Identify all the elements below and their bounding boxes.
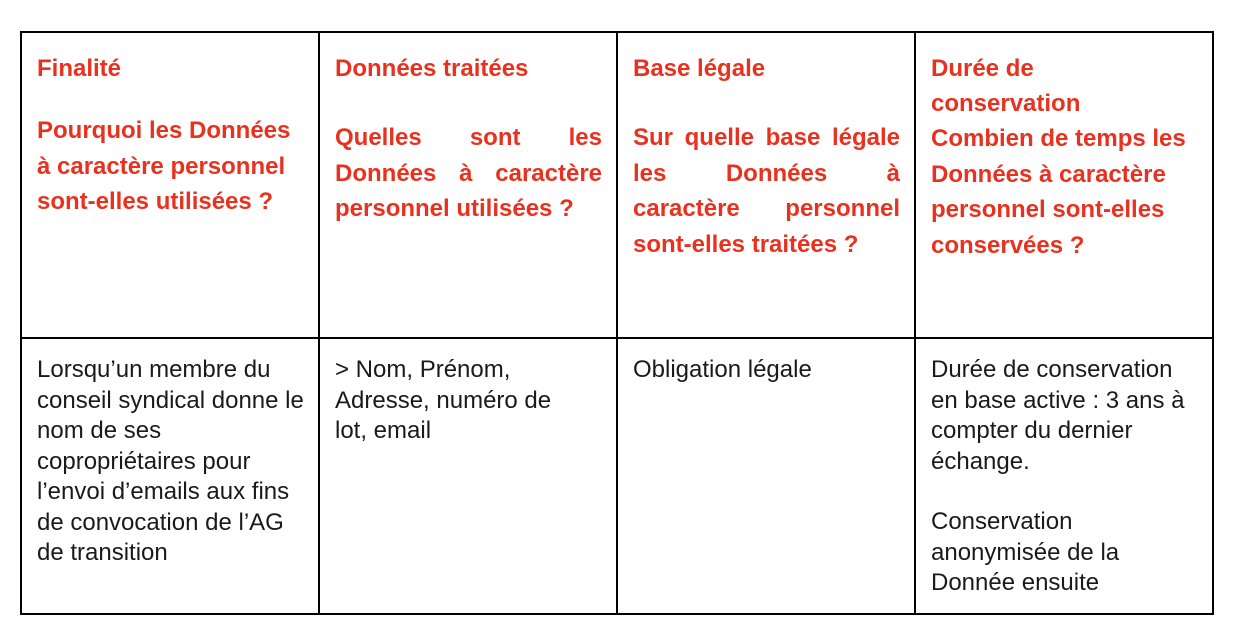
header-title-duree: Durée de conservation — [931, 55, 1081, 117]
data-processing-table — [20, 31, 1214, 615]
header-question-duree: Combien de temps les Données à caractère personnel sont-elles conservées ? — [931, 125, 1186, 259]
header-duree — [916, 33, 1212, 339]
cell-duree — [916, 339, 1212, 613]
header-question-base-legale: Sur quelle base légale les Données à caractère personnel sont-elles traitées ? — [633, 124, 900, 258]
cell-donnees — [320, 339, 618, 613]
base-legale-text: Obligation légale — [633, 356, 812, 383]
header-question-finalite: Pourquoi les Données à caractère personnel sont-elles utilisées ? — [37, 117, 291, 215]
header-title-base-legale: Base légale — [633, 55, 766, 82]
header-finalite — [22, 33, 320, 339]
header-base-legale — [618, 33, 916, 339]
duree-text-anonymisee: Conservation anonymisée de la Donnée ensuite — [931, 508, 1120, 596]
finalite-text: Lorsqu’un membre du conseil syndical donne le nom de ses copropriétaires pour l’envoi d’emails aux fins de convocation de l’AG de transition — [37, 356, 304, 566]
cell-finalite — [22, 339, 320, 613]
donnees-text: > Nom, Prénom, Adresse, numéro de lot, email — [335, 356, 552, 444]
cell-base-legale — [618, 339, 916, 613]
header-title-finalite: Finalité — [37, 55, 122, 82]
header-question-donnees: Quelles sont les Données à caractère personnel utilisées ? — [335, 124, 602, 222]
duree-text-active: Durée de conservation en base active : 3 ans à compter du dernier échange. — [931, 356, 1185, 475]
paragraph-gap — [931, 477, 1198, 507]
header-title-donnees: Données traitées — [335, 55, 529, 82]
header-donnees — [320, 33, 618, 339]
